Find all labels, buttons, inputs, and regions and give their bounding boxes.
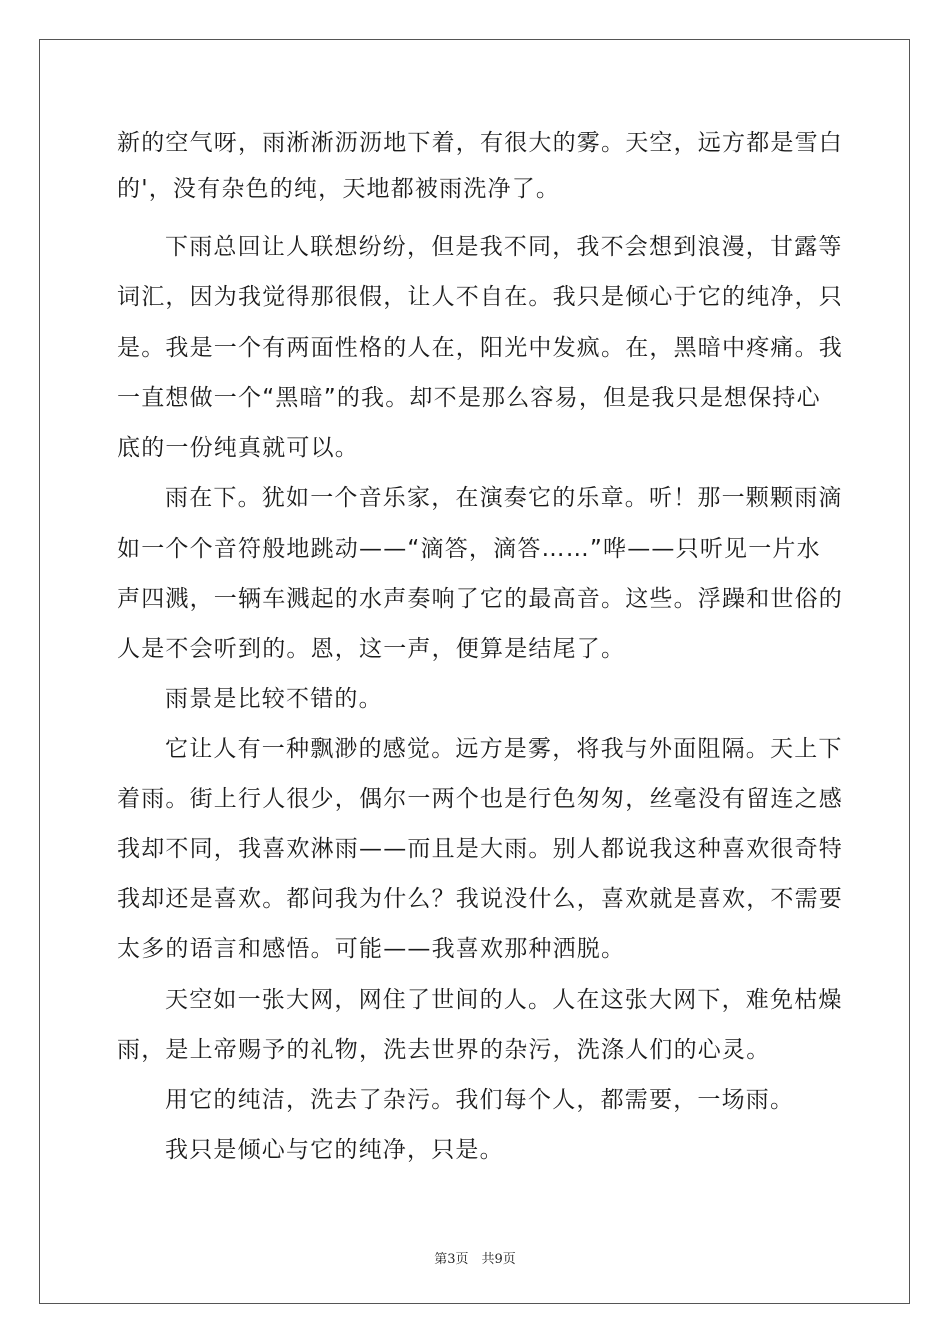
text-line: 底的一份纯真就可以。 xyxy=(117,435,359,461)
paragraph-start-line: 雨景是比较不错的。 xyxy=(165,686,383,712)
paragraph-start-line: 用它的纯洁，洗去了杂污。我们每个人，都需要，一场雨。 xyxy=(165,1087,795,1113)
paragraph-start-line: 下雨总回让人联想纷纷，但是我不同，我不会想到浪漫，甘露等 xyxy=(165,234,843,260)
text-line: 太多的语言和感悟。可能——我喜欢那种洒脱。 xyxy=(117,936,626,962)
text-line: 着雨。街上行人很少，偶尔一两个也是行色匆匆，丝毫没有留连之感 xyxy=(117,786,843,812)
text-line: 我却不同，我喜欢淋雨——而且是大雨。别人都说我这种喜欢很奇特 xyxy=(117,836,843,862)
paragraph-start-line: 它让人有一种飘渺的感觉。远方是雾，将我与外面阻隔。天上下 xyxy=(165,736,843,762)
text-line: 一直想做一个“黑暗”的我。却不是那么容易，但是我只是想保持心 xyxy=(117,385,821,411)
text-line: 雨，是上帝赐予的礼物，洗去世界的杂污，洗涤人们的心灵。 xyxy=(117,1037,771,1063)
text-line: 词汇，因为我觉得那很假，让人不自在。我只是倾心于它的纯净，只 xyxy=(117,284,843,310)
text-line: 是。我是一个有两面性格的人在，阳光中发疯。在，黑暗中疼痛。我 xyxy=(117,335,843,361)
paragraph-start-line: 我只是倾心与它的纯净，只是。 xyxy=(165,1137,504,1163)
text-line: 如一个个音符般地跳动——“滴答，滴答……”哗——只听见一片水 xyxy=(117,536,821,562)
text-line: 人是不会听到的。恩，这一声，便算是结尾了。 xyxy=(117,636,626,662)
page-number-footer: 第3页 共9页 xyxy=(434,1252,516,1267)
text-line: 我却还是喜欢。都问我为什么？我说没什么，喜欢就是喜欢，不需要 xyxy=(117,886,843,912)
text-line: 的'，没有杂色的纯，天地都被雨洗净了。 xyxy=(117,176,561,202)
text-line: 声四溅，一辆车溅起的水声奏响了它的最高音。这些。浮躁和世俗的 xyxy=(117,586,843,612)
paragraph-start-line: 雨在下。犹如一个音乐家，在演奏它的乐章。听！那一颗颗雨滴 xyxy=(165,485,843,511)
paragraph-start-line: 天空如一张大网，网住了世间的人。人在这张大网下，难免枯燥 xyxy=(165,987,843,1013)
text-line: 新的空气呀，雨淅淅沥沥地下着，有很大的雾。天空，远方都是雪白 xyxy=(117,130,843,156)
